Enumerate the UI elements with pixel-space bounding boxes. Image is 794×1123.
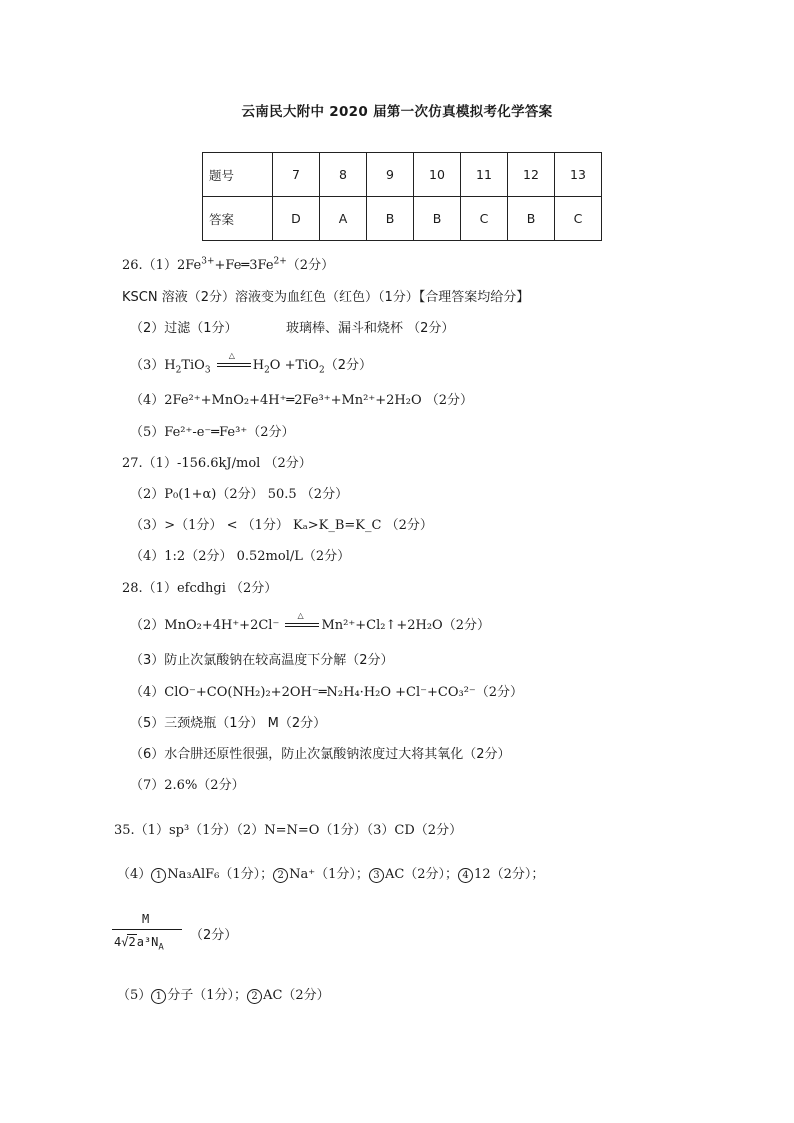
circled-number: 2	[273, 868, 288, 883]
q26-l1-text: 26.（1）2Fe	[122, 258, 202, 273]
circled-number: 2	[247, 989, 262, 1004]
q26-l4-text: TiO	[181, 358, 205, 373]
q26-l4-text: （3）H	[130, 358, 176, 373]
answer-line: （3）>（1分） < （1分） Kₐ>K_B=K_C （2分）	[130, 518, 433, 533]
superscript: 3+	[201, 256, 215, 267]
fraction-bar	[112, 929, 182, 930]
table-row	[203, 197, 602, 241]
den-coeff: 4	[114, 935, 122, 949]
q35-l4-text: （5）	[117, 988, 152, 1003]
table-cell: B	[367, 197, 414, 241]
fraction-denominator: $4√2a^3N_A$	[114, 935, 164, 953]
subscript: 2	[318, 365, 325, 376]
q26-l3-text: 玻璃棒、漏斗和烧杯 （2分）	[286, 321, 455, 336]
table-header-label: 答案	[203, 197, 273, 241]
heat-equals-arrow	[285, 611, 319, 631]
answer-line	[286, 321, 454, 337]
table-row	[203, 153, 602, 197]
table-cell: C	[555, 197, 602, 241]
answer-line: （7）2.6%（2分）	[130, 778, 245, 793]
answer-line: （4）2Fe²⁺+MnO₂+4H⁺═2Fe³⁺+Mn²⁺+2H₂O （2分）	[130, 393, 474, 408]
page-title: 云南民大附中 2020 届第一次仿真模拟考化学答案	[241, 104, 553, 120]
circled-number: 4	[458, 868, 473, 883]
den-rest: a³N	[136, 935, 159, 949]
table-cell: 9	[367, 153, 414, 197]
answer-table	[202, 152, 602, 241]
answer-line: （4）1:2（2分） 0.52mol/L（2分）	[130, 549, 351, 564]
table-cell: A	[320, 197, 367, 241]
q26-l4-text: O +TiO	[269, 358, 319, 373]
subscript: 3	[204, 365, 211, 376]
answer-line: 35.（1）sp³（1分）（2）N=N=O（1分）（3）CD（2分）	[114, 823, 463, 838]
fraction-numerator: M	[142, 912, 150, 926]
q26-l3-text: （2）过滤（1分）	[130, 321, 238, 336]
answer-line: 28.（1）efcdhgi （2分）	[122, 581, 278, 596]
table-cell: 7	[273, 153, 320, 197]
table-cell: D	[273, 197, 320, 241]
answer-line: （5）Fe²⁺-e⁻═Fe³⁺（2分）	[130, 425, 295, 440]
q35-l2-text: Na⁺（1分）；	[289, 867, 369, 882]
answer-line: KSCN 溶液（2分）溶液变为血红色（红色）（1分）【合理答案均给分】	[122, 290, 530, 305]
q28-l2-text: （2）MnO₂+4H⁺+2Cl⁻	[130, 618, 280, 633]
circled-number: 3	[369, 868, 384, 883]
subscript: 2	[175, 365, 182, 376]
table-cell: B	[414, 197, 461, 241]
q35-l2-text: （4）	[117, 867, 152, 882]
table-cell: B	[508, 197, 555, 241]
table-cell: 8	[320, 153, 367, 197]
answer-line: （2）P₀(1+α)（2分） 50.5 （2分）	[130, 487, 349, 502]
answer-line	[130, 351, 372, 376]
circled-number: 1	[151, 989, 166, 1004]
subscript: 2	[264, 365, 270, 376]
answer-line: （4）ClO⁻+CO(NH₂)₂+2OH⁻═N₂H₄·H₂O +Cl⁻+CO₃²⁻（2分）	[130, 685, 524, 700]
answer-line: （2分）	[190, 928, 238, 943]
q26-l4-score: （2分）	[324, 358, 372, 373]
table-cell: 12	[508, 153, 555, 197]
heat-icon: △	[228, 351, 235, 360]
heat-equals-arrow	[217, 351, 251, 371]
table-cell: 11	[461, 153, 508, 197]
answer-line	[130, 611, 490, 634]
q35-l2-text: Na₃AlF₆（1分）；	[167, 867, 274, 882]
answer-line	[117, 988, 330, 1004]
table-cell: C	[461, 197, 508, 241]
q35-l4-text: 分子（1分）；	[167, 988, 248, 1003]
answer-line	[117, 867, 544, 883]
superscript: 2+	[273, 256, 287, 267]
answer-line: （5）三颈烧瓶（1分） M（2分）	[130, 716, 327, 731]
answer-line: （6）水合肼还原性很强，防止次氯酸钠浓度过大将其氧化（2分）	[130, 747, 511, 762]
q28-l2-text: Mn²⁺+Cl₂↑+2H₂O（2分）	[321, 618, 490, 633]
answer-line: 27.（1）-156.6kJ/mol （2分）	[122, 456, 312, 471]
subscript: A	[158, 942, 164, 953]
answer-line	[122, 258, 334, 274]
q35-l2-text: 12（2分）；	[474, 867, 545, 882]
q26-l1-text: +Fe═3Fe	[214, 258, 274, 273]
circled-number: 1	[151, 868, 166, 883]
table-header-label: 题号	[203, 153, 273, 197]
q35-l4-text: AC（2分）	[263, 988, 330, 1003]
q35-l2-text: AC（2分）；	[384, 867, 459, 882]
sqrt-radicand: 2	[128, 935, 136, 949]
answer-line	[130, 321, 238, 337]
heat-icon: △	[297, 611, 304, 620]
q26-l4-text: H	[252, 358, 265, 373]
table-cell: 13	[555, 153, 602, 197]
table-cell: 10	[414, 153, 461, 197]
q26-l1-score: （2分）	[286, 258, 335, 273]
answer-line: （3）防止次氯酸钠在较高温度下分解（2分）	[130, 653, 394, 668]
